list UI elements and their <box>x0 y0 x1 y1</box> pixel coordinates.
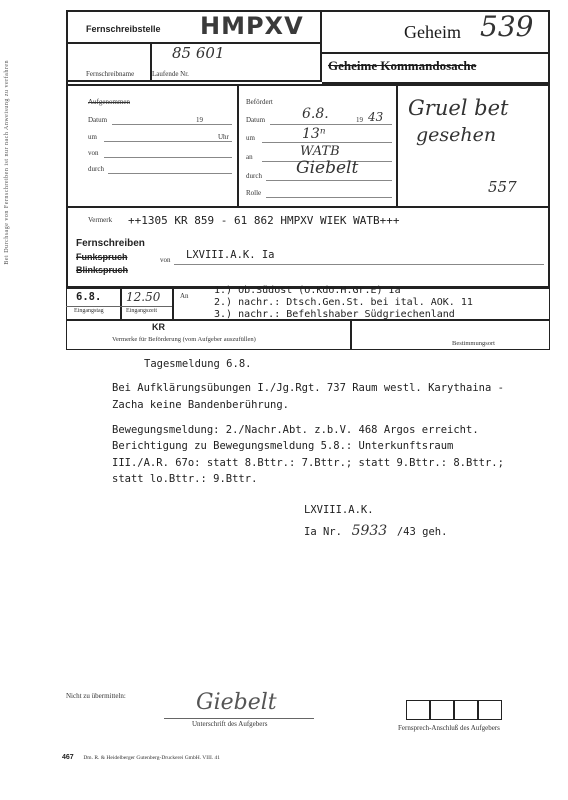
unterschrift-label: Unterschrift des Aufgebers <box>192 720 268 728</box>
uhr-label: Uhr <box>218 133 229 141</box>
eingangstag-label: Eingangstag <box>74 308 104 314</box>
kommandosache-top-rule <box>322 52 550 54</box>
durch-field-left <box>108 173 232 174</box>
mid-um-field <box>262 142 392 143</box>
rolle-label: Rolle <box>246 189 262 197</box>
reference-handwritten-number: 5933 <box>351 523 388 539</box>
body-line-6: III./A.R. 67o: statt 8.Bttr.: 7.Bttr.; statt 9.Bttr.: 8.Bttr.; <box>112 457 504 469</box>
mid-datum-label: Datum <box>246 116 266 124</box>
von-field-message <box>174 264 544 265</box>
recipient-line-3: 3.) nachr.: Befehlshaber Südgriechenland <box>214 309 455 320</box>
rolle-field <box>266 197 392 198</box>
datum-label: Datum <box>88 116 108 124</box>
blinkspruch-label: Blinkspruch <box>76 265 129 275</box>
mid-datum-field <box>270 124 392 125</box>
datum-year-prefix: 19 <box>196 116 203 124</box>
laufende-nr-value: 85 601 <box>172 44 225 62</box>
priority-code: KR <box>152 322 165 332</box>
body-line-4: Bewegungsmeldung: 2./Nachr.Abt. z.b.V. 468 Argos erreicht. <box>112 424 479 436</box>
um-label: um <box>88 133 97 141</box>
fernschreibname-label: Fernschreibname <box>86 70 135 78</box>
von-value-message: LXVIII.A.K. Ia <box>186 249 275 261</box>
reference-suffix: /43 geh. <box>396 526 448 538</box>
mid-year-prefix: 19 <box>356 116 363 124</box>
an-label-recipients: An <box>180 292 189 300</box>
fernsprech-box-4 <box>478 700 502 720</box>
signature-unit: LXVIII.A.K. <box>304 504 374 516</box>
geheim-label: Geheim <box>404 22 461 42</box>
fernschreiben-label: Fernschreiben <box>76 238 145 249</box>
kommandosache-label: Geheime Kommandosache <box>328 58 477 73</box>
body-line-5: Berichtigung zu Bewegungsmeldung 5.8.: Unterkunftsraum <box>112 440 454 452</box>
priority-divider <box>350 320 352 350</box>
durch-label-left: durch <box>88 165 104 173</box>
fernsprech-box-1 <box>406 700 430 720</box>
eingang-divider-1 <box>120 288 122 320</box>
form-divider-1 <box>237 84 239 206</box>
datum-field-left <box>112 124 232 125</box>
eingang-label-rule <box>66 306 172 307</box>
stamp-code: HMPXV <box>200 12 304 40</box>
fernsprech-label: Fernsprech-Anschluß des Aufgebers <box>398 724 500 732</box>
recipient-line-1: 1.) Ob.Südost (O.Kdo.H.Gr.E) Ia <box>214 285 401 296</box>
von-label: von <box>88 149 99 157</box>
laufende-nr-label: Laufende Nr. <box>152 70 189 78</box>
mid-durch-signature: Giebelt <box>296 158 359 178</box>
vermerk-text: ++1305 KR 859 - 61 862 HMPXV WIEK WATB+++ <box>128 214 400 227</box>
bestimmungsort-label: Bestimmungsort <box>452 340 495 347</box>
eingang-date-value: 6.8. <box>76 291 102 303</box>
handwritten-note-line1: Gruel bet <box>408 96 509 120</box>
printer-line <box>62 744 220 763</box>
fernsprech-box-3 <box>454 700 478 720</box>
funkspruch-label: Funkspruch <box>76 252 128 262</box>
aufgeber-signature: Giebelt <box>196 690 277 715</box>
eingang-divider-2 <box>172 288 174 320</box>
nicht-zu-uebermitteln-label: Nicht zu übermitteln: <box>66 692 126 700</box>
unterschrift-rule <box>164 718 314 719</box>
priority-label: Vermerke für Beförderung (vom Aufgeber auszufüllen) <box>112 336 256 343</box>
mid-year-value: 43 <box>368 110 384 124</box>
befoerdert-label: Befördert <box>246 98 273 106</box>
eingangszeit-label: Eingangszeit <box>126 308 157 314</box>
body-title: Tagesmeldung 6.8. <box>144 358 252 370</box>
mid-datum-value: 6.8. <box>302 106 329 122</box>
printer-text: Dm. R. & Heidelberger Gutenberg-Druckerei GmbH. VIII. 41 <box>83 755 221 761</box>
body-line-2: Zacha keine Bandenberührung. <box>112 399 290 411</box>
printer-number: 467 <box>62 754 74 761</box>
eingang-time-value: 12.50 <box>126 290 161 304</box>
recipient-line-2: 2.) nachr.: Dtsch.Gen.St. bei ital. AOK. 11 <box>214 297 473 308</box>
vermerk-top-rule <box>66 206 550 208</box>
geheim-number: 539 <box>480 10 534 43</box>
side-margin-text: Bei Durchsage von Fernschreiben ist nur nach Anweisung zu verfahren <box>4 60 10 265</box>
mid-an-value: WATB <box>300 144 340 159</box>
reference-prefix: Ia Nr. <box>304 526 342 538</box>
mid-durch-field <box>266 180 392 181</box>
body-line-7: statt lo.Bttr.: 9.Bttr. <box>112 473 258 485</box>
handwritten-number: 557 <box>488 178 517 196</box>
fernsprech-box-2 <box>430 700 454 720</box>
mid-um-label: um <box>246 134 255 142</box>
von-label-message: von <box>160 256 171 264</box>
fernschreibstelle-label: Fernschreibstelle <box>86 24 161 34</box>
mid-um-value: 13ⁿ <box>302 126 326 142</box>
mid-durch-label: durch <box>246 172 262 180</box>
form-top-rule <box>66 84 550 86</box>
aufgenommen-label: Aufgenommen <box>88 98 130 106</box>
form-divider-2 <box>396 84 398 206</box>
mid-an-label: an <box>246 153 253 161</box>
body-line-1: Bei Aufklärungsübungen I./Jg.Rgt. 737 Raum westl. Karythaina - <box>112 382 504 394</box>
um-field-left <box>104 141 232 142</box>
von-field-left <box>104 157 232 158</box>
reference-number <box>304 520 447 539</box>
vermerk-label: Vermerk <box>88 216 113 224</box>
handwritten-note-line2: gesehen <box>416 124 497 146</box>
